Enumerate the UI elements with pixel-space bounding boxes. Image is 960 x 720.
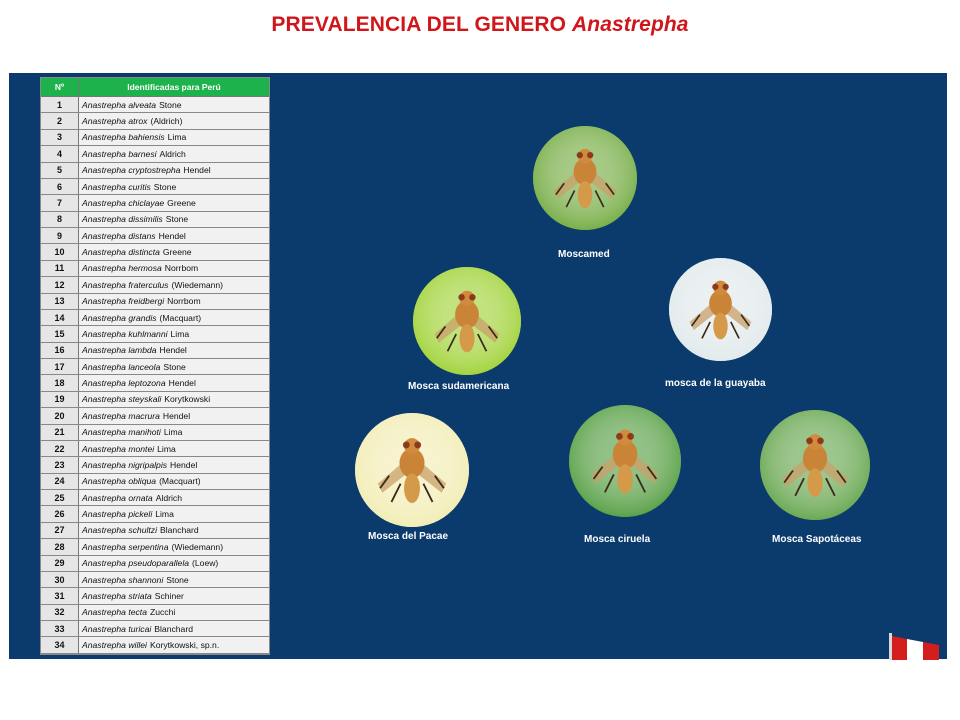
species-binomial: Anastrepha montei [82,443,155,454]
table-row [41,457,269,473]
fly-label-mosca-sudamericana: Mosca sudamericana [408,381,510,392]
column-header-number: Nº [41,78,79,96]
species-name [79,146,269,161]
species-binomial: Anastrepha fraterculus [82,279,169,290]
row-number: 6 [41,179,79,194]
fly-label-mosca-ciruela: Mosca ciruela [584,534,651,545]
species-name [79,375,269,390]
row-number: 12 [41,277,79,292]
row-number: 23 [41,457,79,472]
table-row [41,212,269,228]
species-binomial: Anastrepha grandis [82,312,157,323]
table-row [41,359,269,375]
species-binomial: Anastrepha schultzi [82,525,157,536]
table-row [41,261,269,277]
table-row [41,277,269,293]
row-number: 2 [41,113,79,128]
species-author: Stone [165,214,189,225]
species-author: Hendel [159,345,187,356]
row-number: 17 [41,359,79,374]
species-author: Lima [170,328,190,339]
species-binomial: Anastrepha atrox [82,116,148,127]
row-number: 25 [41,490,79,505]
row-number: 16 [41,343,79,358]
table-row [41,195,269,211]
row-number: 5 [41,163,79,178]
species-author: Norrbom [167,296,201,307]
species-binomial: Anastrepha manihoti [82,427,161,438]
row-number: 14 [41,310,79,325]
species-author: Schiner [154,590,184,601]
table-row [41,163,269,179]
species-name [79,474,269,489]
species-name [79,261,269,276]
species-binomial: Anastrepha leptozona [82,378,166,389]
species-binomial: Anastrepha barnesi [82,148,157,159]
row-number: 10 [41,244,79,259]
species-name [79,277,269,292]
row-number: 24 [41,474,79,489]
table-row [41,588,269,604]
fly-photo-mosca-guayaba [669,258,772,361]
species-author: Korytkowski, sp.n. [149,640,220,651]
species-name [79,228,269,243]
species-author: (Wiedemann) [171,279,224,290]
species-binomial: Anastrepha cryptostrepha [82,165,181,176]
row-number: 9 [41,228,79,243]
row-number: 30 [41,572,79,587]
table-header [41,78,269,97]
table-row [41,605,269,621]
row-number: 4 [41,146,79,161]
species-name [79,605,269,620]
column-header-species: Identificadas para Perú [127,82,221,92]
fly-label-mosca-pacae: Mosca del Pacae [368,531,449,542]
species-author: Aldrich [159,148,186,159]
species-binomial: Anastrepha turicai [82,623,152,634]
species-name [79,490,269,505]
species-binomial: Anastrepha striata [82,590,152,601]
species-name [79,441,269,456]
table-row [41,244,269,260]
species-author: (Loew) [192,558,219,569]
species-name [79,195,269,210]
species-binomial: Anastrepha dissimilis [82,214,163,225]
fly-photo-mosca-sudamericana [413,267,521,375]
species-binomial: Anastrepha curitis [82,181,151,192]
species-author: Aldrich [155,492,182,503]
table-row [41,556,269,572]
species-binomial: Anastrepha pseudoparallela [82,558,190,569]
table-row [41,294,269,310]
species-binomial: Anastrepha lanceola [82,361,161,372]
row-number: 29 [41,556,79,571]
species-author: Lima [167,132,187,143]
table-row [41,146,269,162]
table-row [41,506,269,522]
row-number: 34 [41,637,79,652]
row-number: 26 [41,506,79,521]
species-author: Hendel [158,230,186,241]
species-name [79,572,269,587]
row-number: 18 [41,375,79,390]
species-author: Hendel [183,165,211,176]
species-name [79,457,269,472]
table-row [41,490,269,506]
row-number: 31 [41,588,79,603]
species-author: Stone [163,361,186,372]
table-row [41,572,269,588]
species-name [79,621,269,636]
species-name [79,97,269,112]
page-title: PREVALENCIA DEL GENERO Anastrepha [271,13,689,36]
table-row [41,97,269,113]
peru-flag-icon [889,633,941,660]
fly-label-moscamed: Moscamed [558,249,610,260]
species-author: (Macquart) [159,312,202,323]
row-number: 27 [41,523,79,538]
species-binomial: Anastrepha distincta [82,247,160,258]
row-number: 19 [41,392,79,407]
fly-photo-mosca-ciruela [569,405,681,517]
species-author: Stone [159,99,182,110]
species-binomial: Anastrepha distans [82,230,156,241]
species-name [79,523,269,538]
species-author: (Wiedemann) [171,541,224,552]
table-row [41,326,269,342]
row-number: 13 [41,294,79,309]
species-name [79,326,269,341]
species-binomial: Anastrepha bahiensis [82,132,165,143]
row-number: 22 [41,441,79,456]
fly-label-mosca-guayaba: mosca de la guayaba [665,378,766,389]
fly-photo-moscamed [533,126,637,230]
species-binomial: Anastrepha hermosa [82,263,162,274]
species-name [79,310,269,325]
species-author: Blanchard [160,525,199,536]
table-row [41,343,269,359]
species-name [79,179,269,194]
species-author: (Macquart) [159,476,201,487]
species-author: Stone [153,181,177,192]
table-row [41,310,269,326]
species-name [79,212,269,227]
species-binomial: Anastrepha lambda [82,345,157,356]
row-number: 1 [41,97,79,112]
fly-photo-mosca-pacae [355,413,469,527]
species-author: Korytkowski [164,394,211,405]
species-name [79,506,269,521]
species-author: Hendel [170,459,198,470]
species-name [79,392,269,407]
row-number: 7 [41,195,79,210]
species-binomial: Anastrepha shannoni [82,574,164,585]
species-name [79,637,269,652]
table-row [41,637,269,653]
species-name [79,539,269,554]
species-author: Stone [166,574,189,585]
species-author: Zucchi [149,607,176,618]
table-row [41,130,269,146]
species-binomial: Anastrepha alveata [82,99,157,110]
table-row [41,621,269,637]
species-table [40,77,270,655]
row-number: 8 [41,212,79,227]
table-row [41,425,269,441]
species-binomial: Anastrepha steyskali [82,394,162,405]
species-author: Hendel [162,410,191,421]
species-binomial: Anastrepha kuhlmanni [82,328,168,339]
species-name [79,113,269,128]
species-author: Lima [155,509,174,520]
row-number: 21 [41,425,79,440]
table-row [41,474,269,490]
species-author: (Aldrich) [150,116,183,127]
species-author: Hendel [168,378,196,389]
row-number: 33 [41,621,79,636]
species-binomial: Anastrepha macrura [82,410,160,421]
species-name [79,294,269,309]
row-number: 20 [41,408,79,423]
species-name [79,244,269,259]
species-author: Blanchard [154,623,193,634]
table-row [41,179,269,195]
species-author: Lima [157,443,176,454]
row-number: 3 [41,130,79,145]
species-name [79,408,269,423]
species-binomial: Anastrepha freidbergi [82,296,165,307]
species-name [79,163,269,178]
species-author: Greene [162,247,192,258]
species-name [79,130,269,145]
table-body [41,97,269,654]
table-row [41,408,269,424]
table-row [41,392,269,408]
table-row [41,441,269,457]
table-row [41,375,269,391]
species-binomial: Anastrepha ornata [82,492,153,503]
fly-photo-mosca-sapotaceas [760,410,870,520]
species-binomial: Anastrepha chiclayae [82,197,165,208]
species-binomial: Anastrepha obliqua [82,476,157,487]
species-author: Lima [163,427,183,438]
row-number: 15 [41,326,79,341]
species-name [79,343,269,358]
species-author: Greene [167,197,196,208]
species-binomial: Anastrepha willei [82,640,147,651]
species-name [79,556,269,571]
species-binomial: Anastrepha nigripalpis [82,459,168,470]
row-number: 28 [41,539,79,554]
fly-label-mosca-sapotaceas: Mosca Sapotáceas [772,534,862,545]
species-name [79,588,269,603]
species-binomial: Anastrepha serpentina [82,541,169,552]
species-author: Norrbom [164,263,199,274]
table-row [41,539,269,555]
table-row [41,113,269,129]
species-binomial: Anastrepha tecta [82,607,147,618]
species-name [79,359,269,374]
row-number: 32 [41,605,79,620]
table-row [41,228,269,244]
species-binomial: Anastrepha pickeli [82,509,153,520]
row-number: 11 [41,261,79,276]
species-name [79,425,269,440]
table-row [41,523,269,539]
